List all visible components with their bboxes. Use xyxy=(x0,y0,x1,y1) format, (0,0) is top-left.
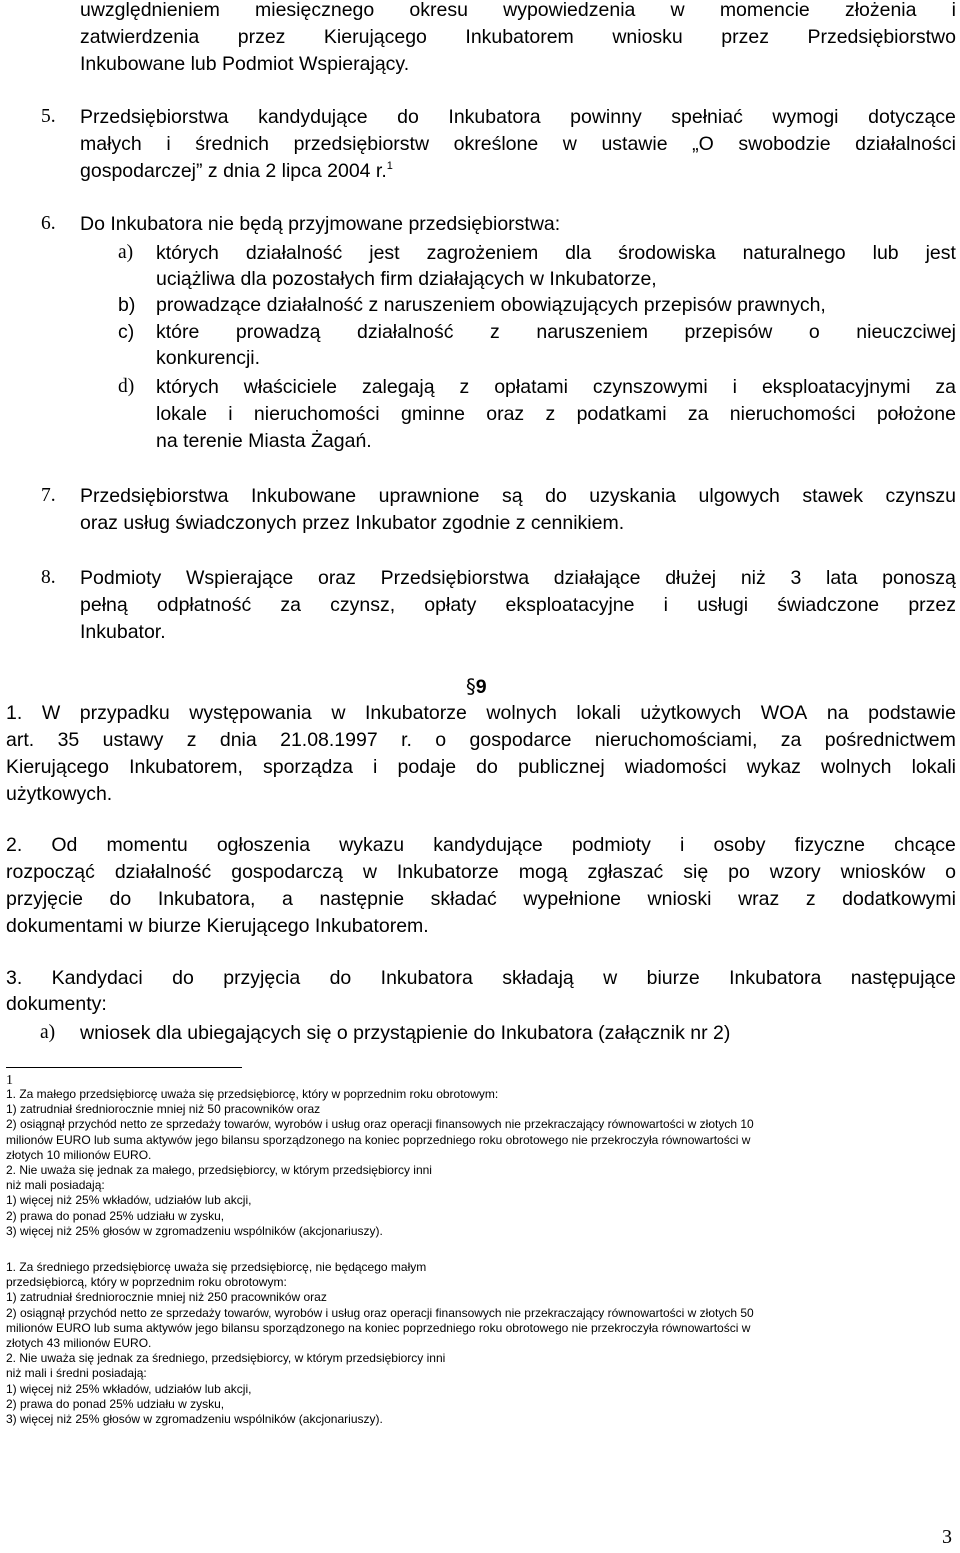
word: do xyxy=(397,106,419,128)
word: rozpocząć xyxy=(6,861,95,883)
word: czynszu xyxy=(885,485,956,507)
word: wraz xyxy=(738,888,780,910)
word: za xyxy=(780,729,802,751)
word: wiadomości xyxy=(624,756,727,778)
word: momentu xyxy=(106,834,188,856)
item-number: 7. xyxy=(41,485,56,506)
word: podatkami xyxy=(576,403,667,425)
word: do xyxy=(329,967,352,989)
footnote-line: złotych 10 milionów EURO. xyxy=(6,1147,152,1162)
word: nieruchomości xyxy=(729,403,856,425)
word: z xyxy=(545,403,556,425)
word: o xyxy=(435,729,447,751)
word: uzyskania xyxy=(589,485,677,507)
word: miesięcznego xyxy=(255,0,375,21)
word: chcące xyxy=(894,834,956,856)
word: działalność xyxy=(357,321,454,343)
word: Inkubatorem xyxy=(465,26,574,48)
word: i xyxy=(663,594,668,616)
word: dla xyxy=(565,242,592,264)
word: oraz xyxy=(486,403,525,425)
word: Przedsiębiorstwo xyxy=(807,26,956,48)
word: położone xyxy=(876,403,956,425)
word: w xyxy=(362,861,377,883)
word: eksploatacyjne xyxy=(505,594,635,616)
word: Inkubatorze xyxy=(396,861,499,883)
word: działalności xyxy=(855,133,956,155)
word: Przedsiębiorstwa xyxy=(380,567,530,589)
text-line xyxy=(156,375,956,399)
word: biurze xyxy=(646,967,700,989)
footnote-line: 2. Nie uważa się jednak za średniego, przedsiębiorcy, w którym przedsiębiorcy inni xyxy=(6,1351,446,1366)
word: małych xyxy=(80,133,142,155)
word: w xyxy=(331,702,346,724)
word: przez xyxy=(721,26,769,48)
word: z xyxy=(805,888,816,910)
section-sign: § xyxy=(466,675,476,698)
text-line: dokumenty: xyxy=(6,993,107,1015)
word: z xyxy=(186,729,197,751)
word: ponoszą xyxy=(882,567,956,589)
word: przypadku xyxy=(79,702,170,724)
word: do xyxy=(545,485,567,507)
word: o xyxy=(945,861,956,883)
word: odpłatność xyxy=(156,594,252,616)
word: się xyxy=(683,861,709,883)
word: Inkubatora, xyxy=(157,888,256,910)
word: WOA xyxy=(760,702,808,724)
word: swobodzie xyxy=(738,133,831,155)
text-line xyxy=(6,860,956,884)
word: podmioty xyxy=(571,834,651,856)
word: naruszeniem xyxy=(536,321,648,343)
word: pełną xyxy=(80,594,128,616)
word: Przedsiębiorstwa xyxy=(80,106,229,128)
word: składać xyxy=(430,888,497,910)
word: wykaz xyxy=(746,756,801,778)
word: zgłaszać xyxy=(587,861,664,883)
word: uprawnione xyxy=(378,485,480,507)
text-line xyxy=(156,241,956,265)
word: o xyxy=(808,321,820,343)
word: momencie xyxy=(719,0,810,21)
word: wzory xyxy=(769,861,821,883)
word: w xyxy=(603,967,618,989)
word: złożenia xyxy=(844,0,917,21)
text-line: użytkowych. xyxy=(6,783,113,805)
word: działalność xyxy=(245,242,343,264)
word: Kierującego xyxy=(6,756,109,778)
word: wykazu xyxy=(339,834,405,856)
text-line: gospodarczej” z dnia 2 lipca 2004 r.$^1$ xyxy=(80,160,393,182)
footnote-line: 1) zatrudniał średniorocznie mniej niż 50 pracowników oraz xyxy=(6,1102,321,1117)
word: Inkubatora xyxy=(729,967,822,989)
word: składają xyxy=(502,967,574,989)
word: 2. xyxy=(6,834,23,856)
text-line: na terenie Miasta Żagań. xyxy=(156,430,372,452)
word: działające xyxy=(553,567,641,589)
word: 1. xyxy=(6,702,23,724)
word: lokali xyxy=(576,702,621,724)
subitem-marker: a) xyxy=(40,1022,56,1043)
word: do xyxy=(109,888,132,910)
footnote-line: 2) prawa do ponad 25% udziału w zysku, xyxy=(6,1396,225,1411)
word: prowadzą xyxy=(235,321,321,343)
word: sporządza xyxy=(262,756,353,778)
word: za xyxy=(687,403,709,425)
footnote-line: milionów EURO lub suma aktywów jego bilansu sporządzonego na koniec poprzedniego roku obrotowego nie przekroczyła równowartości w xyxy=(6,1320,751,1335)
word: dotyczące xyxy=(868,106,956,128)
word: przyjęcia xyxy=(223,967,301,989)
text-line xyxy=(6,755,956,779)
word: za xyxy=(935,376,956,398)
word: wypełnione xyxy=(523,888,621,910)
word: wymogi xyxy=(772,106,839,128)
word: i xyxy=(951,0,956,21)
word: i xyxy=(228,403,233,425)
text-line: oraz usług świadczonych przez Inkubator zgodnie z cennikiem. xyxy=(80,512,625,534)
word: wolnych xyxy=(486,702,557,724)
word: są xyxy=(501,485,523,507)
subitem-marker: c) xyxy=(118,321,135,343)
word: okresu xyxy=(409,0,468,21)
word: wypowiedzenia xyxy=(503,0,636,21)
word: Kierującego xyxy=(323,26,427,48)
word: określone xyxy=(453,133,539,155)
word: na xyxy=(826,702,849,724)
text-line xyxy=(156,320,956,344)
word: osoby xyxy=(713,834,766,856)
word: naturalnego xyxy=(742,242,846,264)
word: średnich xyxy=(195,133,269,155)
word: Wspierające xyxy=(185,567,294,589)
word: po xyxy=(728,861,750,883)
footnote-number: 1 xyxy=(6,1073,13,1088)
word: jest xyxy=(925,242,956,264)
text-line: Inkubator. xyxy=(80,621,166,643)
word: ulgowych xyxy=(698,485,780,507)
footnote-ref: 1 xyxy=(386,160,393,172)
word: ustawy xyxy=(102,729,164,751)
word: eksploatacyjnymi xyxy=(761,376,911,398)
word: środowiska xyxy=(618,242,716,264)
footnote-line: milionów EURO lub suma aktywów jego bilansu sporządzonego na koniec poprzedniego roku obrotowego nie przekroczyła równowartości w xyxy=(6,1132,751,1147)
word: nieuczciwej xyxy=(856,321,956,343)
word: których xyxy=(156,376,219,398)
word: pośrednictwem xyxy=(824,729,956,751)
word: dłużej xyxy=(665,567,717,589)
word: fizyczne xyxy=(794,834,866,856)
word: przez xyxy=(237,26,286,48)
word: usługi xyxy=(697,594,749,616)
word: Inkubatora xyxy=(380,967,473,989)
word: których xyxy=(156,242,219,264)
text-line: prowadzące działalność z naruszeniem obowiązujących przepisów prawnych, xyxy=(156,294,826,316)
word: wniosków xyxy=(840,861,926,883)
word: i xyxy=(680,834,685,856)
word: świadczone xyxy=(777,594,880,616)
word: publicznej xyxy=(517,756,605,778)
word: opłaty xyxy=(424,594,477,616)
text-line xyxy=(6,701,956,725)
word: Inkubatorze xyxy=(364,702,467,724)
text-line xyxy=(80,593,956,617)
word: „O xyxy=(692,133,714,155)
word: 35 xyxy=(57,729,80,751)
item-number: 8. xyxy=(41,567,56,588)
footnote-line: złotych 43 milionów EURO. xyxy=(6,1336,152,1350)
text-line: uciążliwa dla pozostałych firm działających w Inkubatorze, xyxy=(156,268,657,290)
word: które xyxy=(156,321,200,343)
word: dnia xyxy=(219,729,257,751)
text-line: konkurencji. xyxy=(156,347,261,369)
word: lokale xyxy=(156,403,207,425)
word: przez xyxy=(908,594,956,616)
word: mogą xyxy=(518,861,568,883)
footnote-line: 2) osiągnął przychód netto ze sprzedaży towarów, wyrobów i usług oraz operacji finansowych nie przekraczający równowartości w złotych 50 xyxy=(6,1305,754,1320)
footnote-line: 2. Nie uważa się jednak za małego, przedsiębiorcy, w którym przedsiębiorcy inni xyxy=(6,1163,432,1177)
word: ustawie xyxy=(601,133,668,155)
word: użytkowych xyxy=(640,702,742,724)
word: Inkubatora xyxy=(448,106,541,128)
word: przepisów xyxy=(684,321,773,343)
footnote-line: 1. Za średniego przedsiębiorcę uważa się przedsiębiorcę, nie będącego małym xyxy=(6,1260,427,1274)
word: czynszowymi xyxy=(592,376,708,398)
word: W xyxy=(41,702,61,724)
word: ogłoszenia xyxy=(216,834,311,856)
word: art. xyxy=(6,729,35,751)
word: przedsiębiorstw xyxy=(293,133,430,155)
word: gospodarce xyxy=(469,729,572,751)
word: Podmioty xyxy=(80,567,162,589)
page-number: 3 xyxy=(942,1526,952,1548)
footnote-line: 2) prawa do ponad 25% udziału w zysku, xyxy=(6,1208,225,1223)
word: następnie xyxy=(319,888,405,910)
text-line xyxy=(80,105,956,129)
text-line xyxy=(6,966,956,990)
word: w xyxy=(562,133,577,155)
word: lub xyxy=(872,242,899,264)
text-line xyxy=(6,728,956,752)
word: nieruchomości xyxy=(253,403,380,425)
footnote-separator xyxy=(6,1067,242,1068)
text-line xyxy=(80,132,956,156)
word: spełniać xyxy=(671,106,743,128)
subitem-marker: b) xyxy=(118,294,136,316)
word: kandydujące xyxy=(433,834,543,856)
word: zalegają xyxy=(361,376,435,398)
word: Kandydaci xyxy=(51,967,143,989)
word: do xyxy=(476,756,498,778)
text-line xyxy=(80,0,956,22)
item-number: 5. xyxy=(41,106,56,127)
text-line: Inkubowane lub Podmiot Wspierający. xyxy=(80,53,410,75)
text-line xyxy=(6,833,956,857)
word: kandydujące xyxy=(258,106,368,128)
word: za xyxy=(280,594,301,616)
word: i xyxy=(373,756,378,778)
word: zagrożeniem xyxy=(426,242,539,264)
item-number: 6. xyxy=(41,213,56,234)
word: opłatami xyxy=(494,376,568,398)
word: stawek xyxy=(802,485,864,507)
word: wnioski xyxy=(647,888,712,910)
word: podaje xyxy=(397,756,457,778)
text-line: wniosek dla ubiegających się o przystąpienie do Inkubatora (załącznik nr 2) xyxy=(80,1022,731,1044)
word: uwzględnieniem xyxy=(80,0,220,21)
word: w xyxy=(670,0,685,21)
word: właściciele xyxy=(243,376,337,398)
word: Inkubowane xyxy=(250,485,357,507)
section-number: 9 xyxy=(475,676,487,698)
word: zatwierdzenia xyxy=(80,26,200,48)
word: Od xyxy=(51,834,78,856)
footnote-line: niż mali i średni posiadają: xyxy=(6,1366,147,1381)
word: 21.08.1997 xyxy=(280,729,378,751)
word: lokali xyxy=(911,756,956,778)
word: gospodarczą xyxy=(231,861,343,883)
footnote-line: 1) więcej niż 25% wkładów, udziałów lub akcji, xyxy=(6,1381,252,1396)
word: gminne xyxy=(400,403,465,425)
word: wolnych xyxy=(821,756,892,778)
word: z xyxy=(490,321,500,343)
word: czynsz, xyxy=(330,594,396,616)
word: 3 xyxy=(790,567,802,589)
word: oraz xyxy=(317,567,356,589)
word: do xyxy=(172,967,194,989)
text-line xyxy=(6,887,956,911)
footnote-line: 1) zatrudniał średniorocznie mniej niż 250 pracowników oraz xyxy=(6,1290,327,1305)
footnote-line: niż mali posiadają: xyxy=(6,1178,105,1193)
word: jest xyxy=(369,242,400,264)
word: przyjęcie xyxy=(6,888,83,910)
word: i xyxy=(166,133,171,155)
text-line xyxy=(80,484,956,508)
word: niż xyxy=(740,567,766,589)
word: powinny xyxy=(570,106,642,128)
word: 3. xyxy=(6,967,23,989)
word: Inkubatorem, xyxy=(129,756,243,778)
word: i xyxy=(732,376,737,398)
subitem-marker: a) xyxy=(118,242,134,263)
word: Przedsiębiorstwa xyxy=(80,485,229,507)
footnote-line: 1) więcej niż 25% wkładów, udziałów lub akcji, xyxy=(6,1193,252,1208)
word: wniosku xyxy=(612,26,683,48)
footnote-line: 1. Za małego przedsiębiorcę uważa się przedsiębiorcę, który w poprzednim roku obrotowym: xyxy=(6,1087,499,1101)
text-line xyxy=(80,25,956,49)
section-heading xyxy=(466,675,487,699)
word: podstawie xyxy=(868,702,956,724)
text-line: dokumentami w biurze Kierującego Inkubatorem. xyxy=(6,915,429,937)
word: a xyxy=(282,888,293,910)
footnote-line: 3) więcej niż 25% głosów w zgromadzeniu wspólników (akcjonariuszy). xyxy=(6,1223,383,1238)
footnote-line: 3) więcej niż 25% głosów w zgromadzeniu wspólników (akcjonariuszy). xyxy=(6,1412,383,1426)
text-line xyxy=(80,566,956,590)
word: nieruchomościami, xyxy=(594,729,758,751)
word: występowania xyxy=(189,702,312,724)
word: r. xyxy=(401,729,412,751)
word: lata xyxy=(826,567,858,589)
word: z xyxy=(459,376,470,398)
word: następujące xyxy=(850,967,956,989)
footnote-line: przedsiębiorcą, który w poprzednim roku obrotowym: xyxy=(6,1275,287,1290)
text-line: Do Inkubatora nie będą przyjmowane przedsiębiorstwa: xyxy=(80,213,561,235)
text-line xyxy=(156,402,956,426)
word: dodatkowymi xyxy=(842,888,956,910)
footnote-line: 2) osiągnął przychód netto ze sprzedaży towarów, wyrobów i usług oraz operacji finansowych nie przekraczający równowartości w złotych 10 xyxy=(6,1117,754,1132)
subitem-marker: d) xyxy=(118,376,135,397)
word: działalność xyxy=(114,861,212,883)
